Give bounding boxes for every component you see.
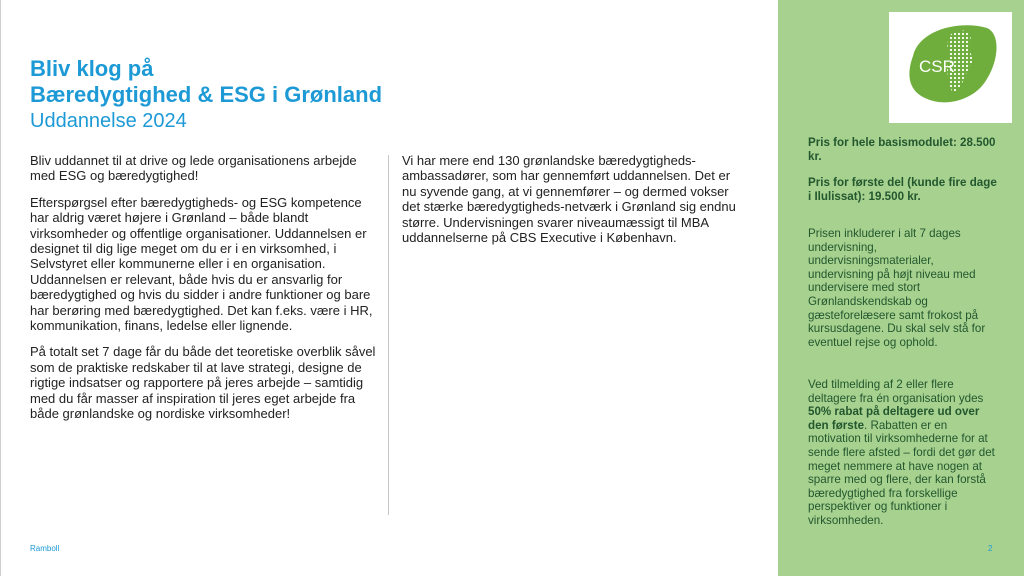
title-line-2: Bæredygtighed & ESG i Grønland [30, 82, 383, 107]
price-full-text: Pris for hele basismodulet: 28.500 kr. [808, 136, 996, 163]
column-divider [388, 155, 389, 515]
csr-logo [889, 12, 1012, 123]
ambassadors-paragraph: Vi har mere end 130 grønlandske bæredygtigheds-ambassadører, som har gennemført uddannelsen. Det er nu syvende gang, at vi gennemfører – og dermed vokser det stærke bæredygtigheds-netværk i Grønland sig endnu større. Undervisningen svarer niveaumæssigt til MBA uddannelserne på CBS Executive i København. [402, 153, 736, 246]
left-text-column [30, 153, 380, 433]
title-line-1: Bliv klog på [30, 56, 154, 81]
left-edge-line [0, 0, 1, 576]
discount-paragraph [808, 378, 1000, 528]
subtitle: Uddannelse 2024 [30, 110, 187, 132]
page-number: 2 [988, 544, 993, 553]
price-full [808, 136, 1000, 163]
demand-paragraph: Efterspørgsel efter bæredygtigheds- og ESG kompetence har aldrig været højere i Grønland – både blandt virksomheder og offentlige organisationer. Uddannelsen er designet til dig lige meget om du er i en virksomhed, i Selvstyret eller kommunerne eller i en organisation. Uddannelsen er relevant, både hvis du er ansvarlig for bæredygtighed og hvis du sidder i andre funktioner og bare har berøring med bæredygtighed. Det kan f.eks. være i HR, kommunikation, finans, ledelse eller lignende. [30, 194, 373, 334]
discount-rest: . Rabatten er en motivation til virksomhederne for at sende flere afsted – fordi det gør det meget nemmere at have nogen at sparre med og flere, der kan forstå bæredygtighed fra forskellige perspektiver og funktioner i virksomheden. [808, 418, 995, 527]
discount-bold: 50% rabat på deltagere ud over den første [808, 405, 980, 432]
price-includes: Prisen inkluderer i alt 7 dages undervisning, undervisningsmaterialer, undervisning på højt niveau med undervisere med stort Grønlandskendskab og gæsteforelæsere samt frokost på kursusdagene. Du skal selv stå for eventuel rejse og ophold. [808, 227, 986, 349]
logo-text: CSR [919, 57, 955, 76]
program-paragraph: På totalt set 7 dage får du både det teoretiske overblik såvel som de praktiske redskaber til at lave strategi, designe de rigtige indsatser og rapportere på jeres arbejde – samtidig med du får masser af inspiration til jeres eget arbejde fra både grønlandske og nordiske virksomheder! [30, 344, 376, 422]
price-first-text: Pris for første del (kunde fire dage i Ilulissat): 19.500 kr. [808, 176, 997, 203]
intro-paragraph: Bliv uddannet til at drive og lede organisationens arbejde med ESG og bæredygtighed! [30, 153, 357, 184]
middle-text-column [402, 153, 747, 256]
footer-brand: Ramboll [30, 544, 60, 553]
discount-intro: Ved tilmelding af 2 eller flere deltagere fra én organisation ydes [808, 378, 984, 405]
price-first [808, 176, 1000, 203]
csr-logo-icon [889, 12, 1012, 123]
slide-title [30, 56, 550, 134]
